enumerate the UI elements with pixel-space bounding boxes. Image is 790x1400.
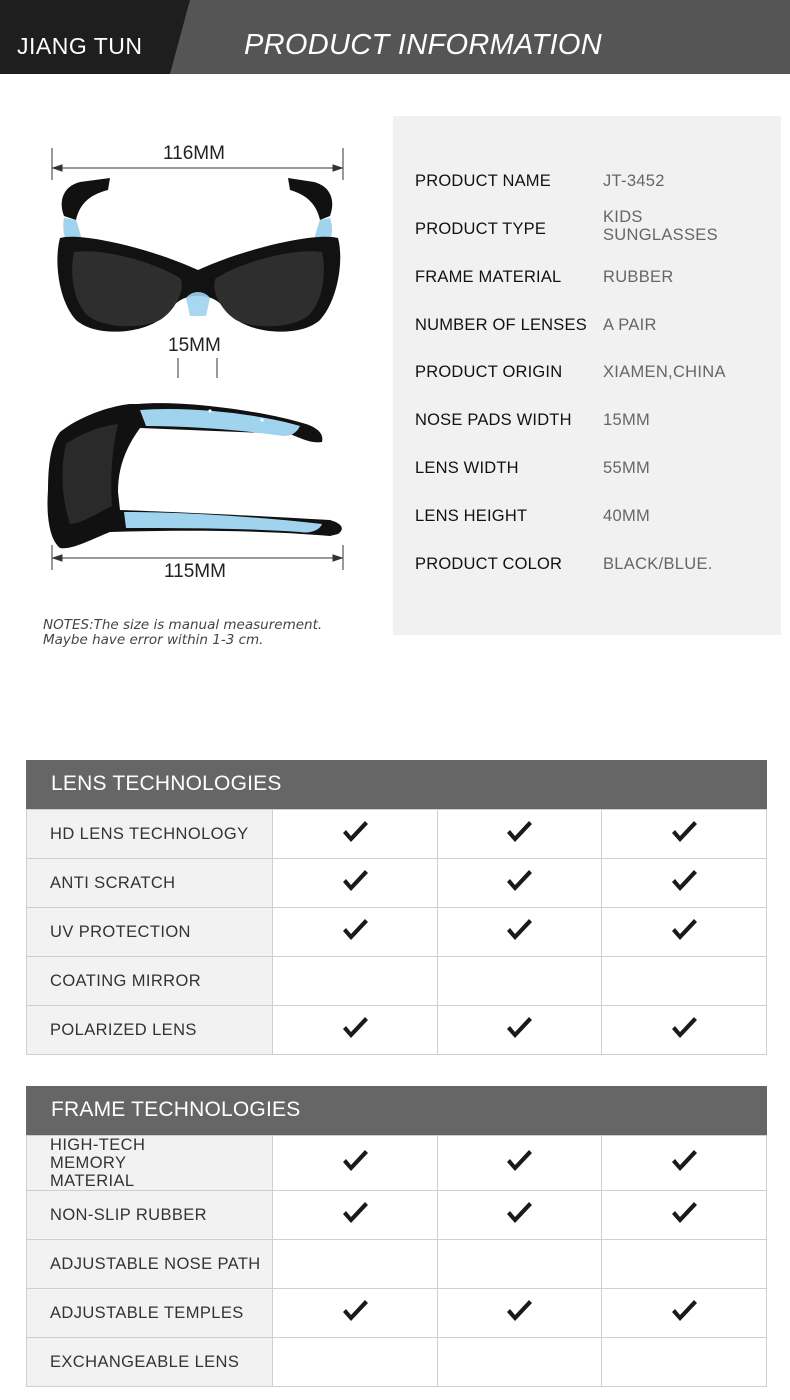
check-cell	[437, 1240, 602, 1289]
check-cell	[602, 1289, 767, 1338]
info-value: BLACK/BLUE.	[603, 555, 713, 573]
checkmark-icon	[505, 820, 533, 844]
check-cell	[437, 1136, 602, 1191]
info-row-product-name	[393, 172, 781, 212]
table-row	[27, 908, 767, 957]
checkmark-icon	[341, 1149, 369, 1173]
check-cell	[437, 1338, 602, 1387]
feature-label: COATING MIRROR	[27, 957, 273, 1006]
check-cell	[437, 908, 602, 957]
info-value: JT-3452	[603, 172, 665, 190]
frame-technologies-rows	[27, 1136, 767, 1387]
table-row	[27, 1136, 767, 1191]
glasses-diagram	[0, 120, 380, 600]
check-cell	[602, 1191, 767, 1240]
check-cell	[602, 859, 767, 908]
info-row-number-of-lenses	[393, 316, 781, 356]
check-cell	[273, 1338, 438, 1387]
check-cell	[602, 1006, 767, 1055]
lens-technologies-section	[26, 760, 767, 1055]
checkmark-icon	[505, 1201, 533, 1225]
check-cell	[437, 859, 602, 908]
checkmark-icon	[341, 820, 369, 844]
info-value: 15MM	[603, 411, 651, 429]
check-cell	[273, 1191, 438, 1240]
lens-technologies-rows	[27, 810, 767, 1055]
feature-label: ADJUSTABLE TEMPLES	[27, 1289, 273, 1338]
info-value: 55MM	[603, 459, 651, 477]
info-label: PRODUCT ORIGIN	[415, 363, 563, 381]
checkmark-icon	[670, 1201, 698, 1225]
notes-line-1: NOTES:The size is manual measurement.	[43, 617, 323, 633]
info-label: PRODUCT NAME	[415, 172, 551, 190]
section-title: FRAME TECHNOLOGIES	[51, 1098, 301, 1121]
checkmark-icon	[670, 918, 698, 942]
frame-technologies-header	[26, 1086, 767, 1135]
table-row	[27, 1191, 767, 1240]
info-value: RUBBER	[603, 268, 674, 286]
info-label: PRODUCT COLOR	[415, 555, 563, 573]
check-cell	[602, 1240, 767, 1289]
check-cell	[273, 810, 438, 859]
table-row	[27, 1338, 767, 1387]
check-cell	[437, 957, 602, 1006]
checkmark-icon	[670, 820, 698, 844]
check-cell	[437, 810, 602, 859]
lens-technologies-table	[26, 809, 767, 1055]
feature-label: EXCHANGEABLE LENS	[27, 1338, 273, 1387]
check-cell	[602, 1338, 767, 1387]
nose-dimension-ticks	[178, 358, 217, 378]
check-cell	[602, 810, 767, 859]
check-cell	[273, 957, 438, 1006]
brand-name: JIANG TUN	[17, 33, 143, 59]
check-cell	[602, 908, 767, 957]
checkmark-icon	[670, 869, 698, 893]
check-cell	[273, 1006, 438, 1055]
info-label: NOSE PADS WIDTH	[415, 411, 572, 429]
checkmark-icon	[341, 918, 369, 942]
check-cell	[273, 1136, 438, 1191]
info-label: LENS HEIGHT	[415, 507, 528, 525]
notes-line-2: Maybe have error within 1-3 cm.	[43, 632, 264, 648]
checkmark-icon	[341, 1299, 369, 1323]
checkmark-icon	[341, 1201, 369, 1225]
table-row	[27, 810, 767, 859]
feature-label: ANTI SCRATCH	[27, 859, 273, 908]
lens-technologies-header	[26, 760, 767, 809]
info-row-product-color	[393, 555, 781, 595]
length-dimension-label: 115MM	[164, 561, 226, 582]
glasses-front-view	[57, 178, 340, 332]
frame-technologies-section	[26, 1086, 767, 1387]
feature-label: UV PROTECTION	[27, 908, 273, 957]
checkmark-icon	[341, 869, 369, 893]
check-cell	[273, 1289, 438, 1338]
table-row	[27, 859, 767, 908]
feature-label: NON-SLIP RUBBER	[27, 1191, 273, 1240]
checkmark-icon	[341, 1016, 369, 1040]
table-row	[27, 1289, 767, 1338]
checkmark-icon	[670, 1149, 698, 1173]
check-cell	[273, 1240, 438, 1289]
info-row-lens-width	[393, 459, 781, 499]
check-cell	[273, 859, 438, 908]
check-cell	[602, 1136, 767, 1191]
checkmark-icon	[505, 1299, 533, 1323]
nose-dimension-label: 15MM	[168, 335, 221, 356]
info-label: LENS WIDTH	[415, 459, 519, 477]
checkmark-icon	[505, 1149, 533, 1173]
measurement-notes	[43, 618, 322, 648]
info-value: XIAMEN,CHINA	[603, 363, 726, 381]
page-header	[0, 0, 790, 74]
info-row-nose-pads-width	[393, 411, 781, 451]
check-cell	[437, 1191, 602, 1240]
info-label: FRAME MATERIAL	[415, 268, 562, 286]
page-title: PRODUCT INFORMATION	[244, 29, 602, 61]
info-row-product-origin	[393, 363, 781, 403]
info-value: 40MM	[603, 507, 651, 525]
table-row	[27, 1006, 767, 1055]
checkmark-icon	[505, 869, 533, 893]
product-info-panel	[393, 116, 781, 635]
glasses-side-view	[48, 403, 342, 548]
table-row	[27, 1240, 767, 1289]
feature-label: POLARIZED LENS	[27, 1006, 273, 1055]
info-label: PRODUCT TYPE	[415, 220, 547, 238]
table-row	[27, 957, 767, 1006]
checkmark-icon	[670, 1299, 698, 1323]
section-title: LENS TECHNOLOGIES	[51, 772, 282, 795]
checkmark-icon	[505, 1016, 533, 1040]
info-row-product-type	[393, 208, 781, 248]
feature-label: HIGH-TECH MEMORY MATERIAL	[27, 1136, 273, 1191]
check-cell	[437, 1006, 602, 1055]
info-label: NUMBER OF LENSES	[415, 316, 587, 334]
feature-label: ADJUSTABLE NOSE PATH	[27, 1240, 273, 1289]
check-cell	[273, 908, 438, 957]
feature-label: HD LENS TECHNOLOGY	[27, 810, 273, 859]
check-cell	[437, 1289, 602, 1338]
frame-technologies-table	[26, 1135, 767, 1387]
checkmark-icon	[670, 1016, 698, 1040]
info-row-frame-material	[393, 268, 781, 308]
checkmark-icon	[505, 918, 533, 942]
info-row-lens-height	[393, 507, 781, 547]
info-value: KIDS SUNGLASSES	[603, 208, 718, 244]
check-cell	[602, 957, 767, 1006]
info-value: A PAIR	[603, 316, 657, 334]
width-dimension-label: 116MM	[163, 143, 225, 164]
